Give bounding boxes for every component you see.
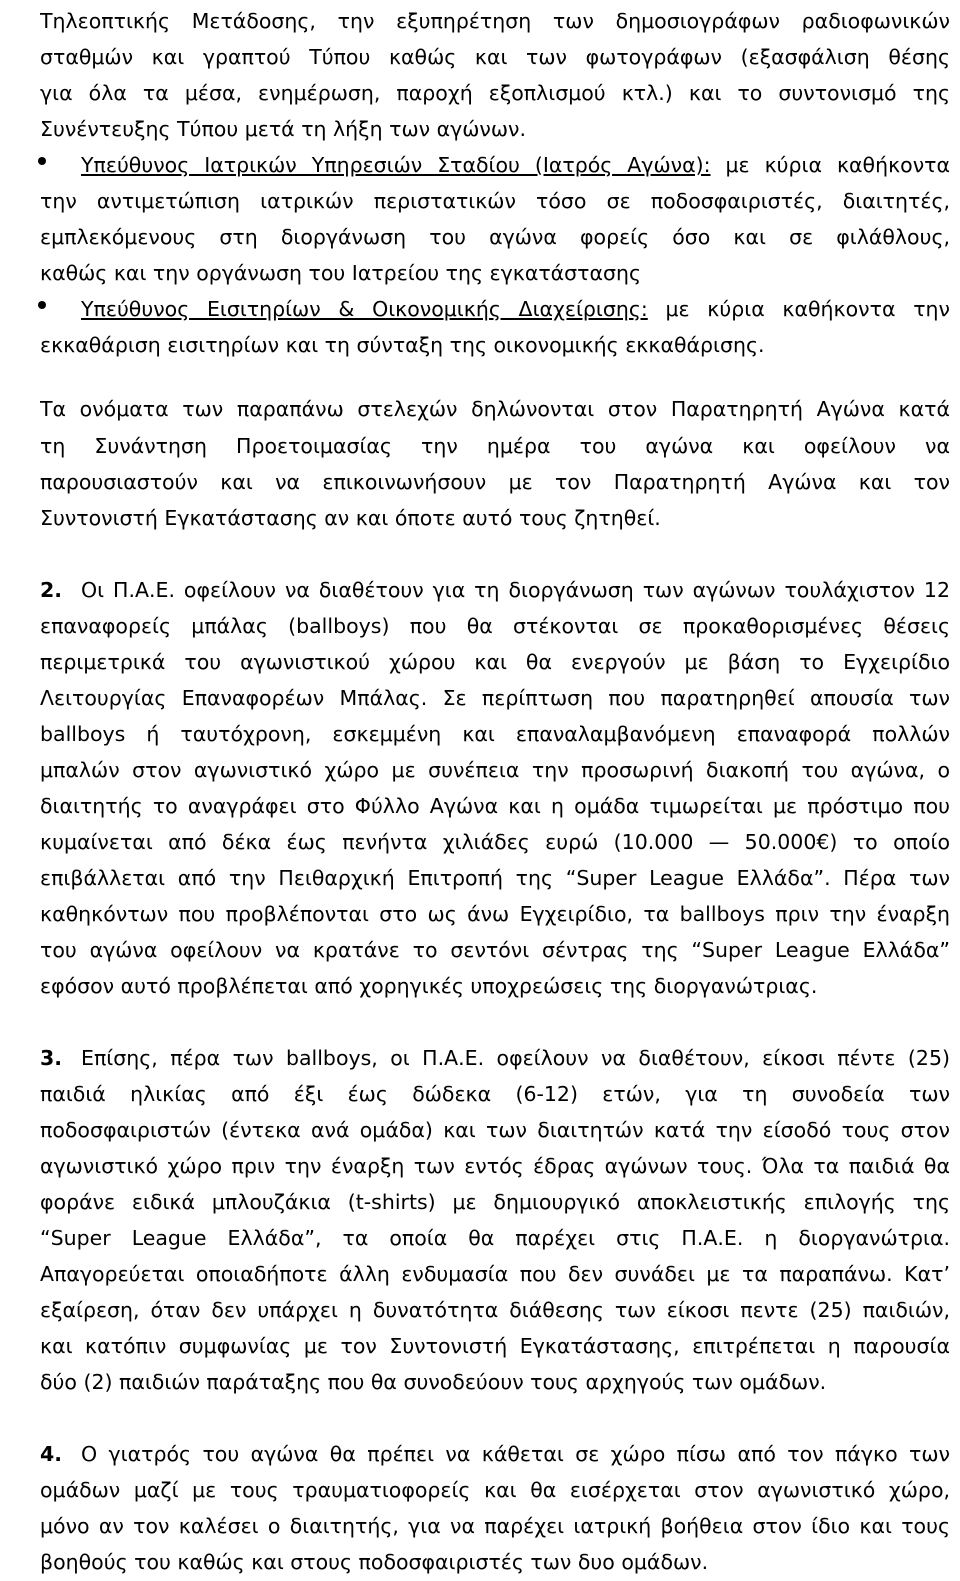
- item-line: επιβάλλεται από την Πειθαρχική Επιτροπή της “Super League Ελλάδα”. Πέρα των: [40, 866, 950, 890]
- item-number: 3.: [40, 1046, 63, 1070]
- bullet-item-medical: [81, 147, 950, 183]
- bullet-line: εκκαθάριση εισιτηρίων και τη σύνταξη της οικονομικής εκκαθάρισης.: [40, 333, 765, 357]
- bullet-item-tickets: [81, 291, 950, 327]
- item-line: διαιτητής το αναγράφει στο Φύλλο Αγώνα και η ομάδα τιμωρείται με πρόστιμο που: [40, 794, 950, 818]
- item-line: μόνο αν τον καλέσει ο διαιτητής, για να παρέχει ιατρική βοήθεια στον ίδιο και τους: [40, 1514, 950, 1538]
- item-line: ballboys ή ταυτόχρονη, εσκεμμένη και επαναλαμβανόμενη επαναφορά πολλών: [40, 722, 950, 746]
- item-line: ποδοσφαιριστών (έντεκα ανά ομάδα) και των διαιτητών κατά την είσοδό τους στον: [40, 1118, 950, 1142]
- intro-line: σταθμών και γραπτού Τύπου καθώς και των φωτογράφων (εξασφάλιση θέσης: [40, 45, 950, 69]
- bullet-text: με κύρια καθήκοντα την: [647, 297, 950, 321]
- item-line: φοράνε ειδικά μπλουζάκια (t-shirts) με δημιουργικό αποκλειστικής επιλογής της: [40, 1190, 950, 1214]
- bullet-line: καθώς και την οργάνωση του Ιατρείου της εγκατάστασης: [40, 261, 642, 285]
- item-line: Ο γιατρός του αγώνα θα πρέπει να κάθεται σε χώρο πίσω από τον πάγκο των: [81, 1442, 950, 1466]
- item-line: και κατόπιν συμφωνίας με τον Συντονιστή Εγκατάστασης, επιτρέπεται η παρουσία: [40, 1334, 950, 1358]
- bullet-icon: [38, 301, 46, 309]
- item-line: παιδιά ηλικίας από έξι έως δώδεκα (6-12) ετών, για τη συνοδεία των: [40, 1082, 950, 1106]
- bullet-title: Υπεύθυνος Εισιτηρίων & Οικονομικής Διαχείρισης:: [81, 297, 648, 321]
- item-line: καθηκόντων που προβλέπονται στο ως άνω Εγχειρίδιο, τα ballboys πριν την έναρξη: [40, 902, 950, 926]
- bullet-line: την αντιμετώπιση ιατρικών περιστατικών τόσο σε ποδοσφαιριστές, διαιτητές,: [40, 189, 950, 213]
- item-line: κυμαίνεται από δέκα έως πενήντα χιλιάδες ευρώ (10.000 — 50.000€) το οποίο: [40, 830, 950, 854]
- item-line: Επίσης, πέρα των ballboys, οι Π.Α.Ε. οφείλουν να διαθέτουν, είκοσι πέντε (25): [81, 1046, 950, 1070]
- bullet-title: Υπεύθυνος Ιατρικών Υπηρεσιών Σταδίου (Ιατρός Αγώνα):: [81, 153, 711, 177]
- item-line: μπαλών στον αγωνιστικό χώρο με συνέπεια την προσωρινή διακοπή του αγώνα, ο: [40, 758, 950, 782]
- item-number: 2.: [40, 578, 63, 602]
- item-line: περιμετρικά του αγωνιστικού χώρου και θα ενεργούν με βάση το Εγχειρίδιο: [40, 650, 950, 674]
- para-line: τη Συνάντηση Προετοιμασίας την ημέρα του αγώνα και οφείλουν να: [40, 434, 950, 458]
- bullet-line: εμπλεκόμενους στη διοργάνωση του αγώνα φορείς όσο και σε φιλάθλους,: [40, 225, 950, 249]
- item-line: του αγώνα οφείλουν να κρατάνε το σεντόνι σέντρας της “Super League Ελλάδα”: [40, 938, 950, 962]
- para-line: Τα ονόματα των παραπάνω στελεχών δηλώνονται στον Παρατηρητή Αγώνα κατά: [40, 397, 950, 421]
- item-line: Απαγορεύεται οποιαδήποτε άλλη ενδυμασία που δεν συνάδει με τα παραπάνω. Κατ’: [40, 1262, 950, 1286]
- item-line: εφόσον αυτό προβλέπεται από χορηγικές υποχρεώσεις της διοργανώτριας.: [40, 974, 818, 998]
- para-line: Συντονιστή Εγκατάστασης αν και όποτε αυτό τους ζητηθεί.: [40, 506, 661, 530]
- item-line: αγωνιστικό χώρο πριν την έναρξη των εντός έδρας αγώνων τους. Όλα τα παιδιά θα: [40, 1154, 950, 1178]
- item-line: εξαίρεση, όταν δεν υπάρχει η δυνατότητα διάθεσης των είκοσι πεντε (25) παιδιών,: [40, 1298, 950, 1322]
- item-line: ομάδων μαζί με τους τραυματιοφορείς και θα εισέρχεται στον αγωνιστικό χώρο,: [40, 1478, 950, 1502]
- intro-line: Τηλεοπτικής Μετάδοσης, την εξυπηρέτηση των δημοσιογράφων ραδιοφωνικών: [40, 9, 950, 33]
- item-line: Λειτουργίας Επαναφορέων Μπάλας. Σε περίπτωση που παρατηρηθεί απουσία των: [40, 686, 950, 710]
- intro-line: για όλα τα μέσα, ενημέρωση, παροχή εξοπλισμού κτλ.) και το συντονισμό της: [40, 81, 950, 105]
- item-line: “Super League Ελλάδα”, τα οποία θα παρέχει στις Π.Α.Ε. η διοργανώτρια.: [40, 1226, 950, 1250]
- item-line: βοηθούς του καθώς και στους ποδοσφαιριστές των δυο ομάδων.: [40, 1550, 709, 1574]
- item-line: Οι Π.Α.Ε. οφείλουν να διαθέτουν για τη διοργάνωση των αγώνων τουλάχιστον 12: [81, 578, 950, 602]
- item-line: δύο (2) παιδιών παράταξης που θα συνοδεύουν τους αρχηγούς των ομάδων.: [40, 1370, 827, 1394]
- bullet-text: με κύρια καθήκοντα: [710, 153, 950, 177]
- intro-line: Συνέντευξης Τύπου μετά τη λήξη των αγώνων.: [40, 117, 526, 141]
- item-number: 4.: [40, 1442, 63, 1466]
- para-line: παρουσιαστούν και να επικοινωνήσουν με τον Παρατηρητή Αγώνα και τον: [40, 470, 950, 494]
- item-line: επαναφορείς μπάλας (ballboys) που θα στέκονται σε προκαθορισμένες θέσεις: [40, 614, 950, 638]
- bullet-icon: [38, 157, 46, 165]
